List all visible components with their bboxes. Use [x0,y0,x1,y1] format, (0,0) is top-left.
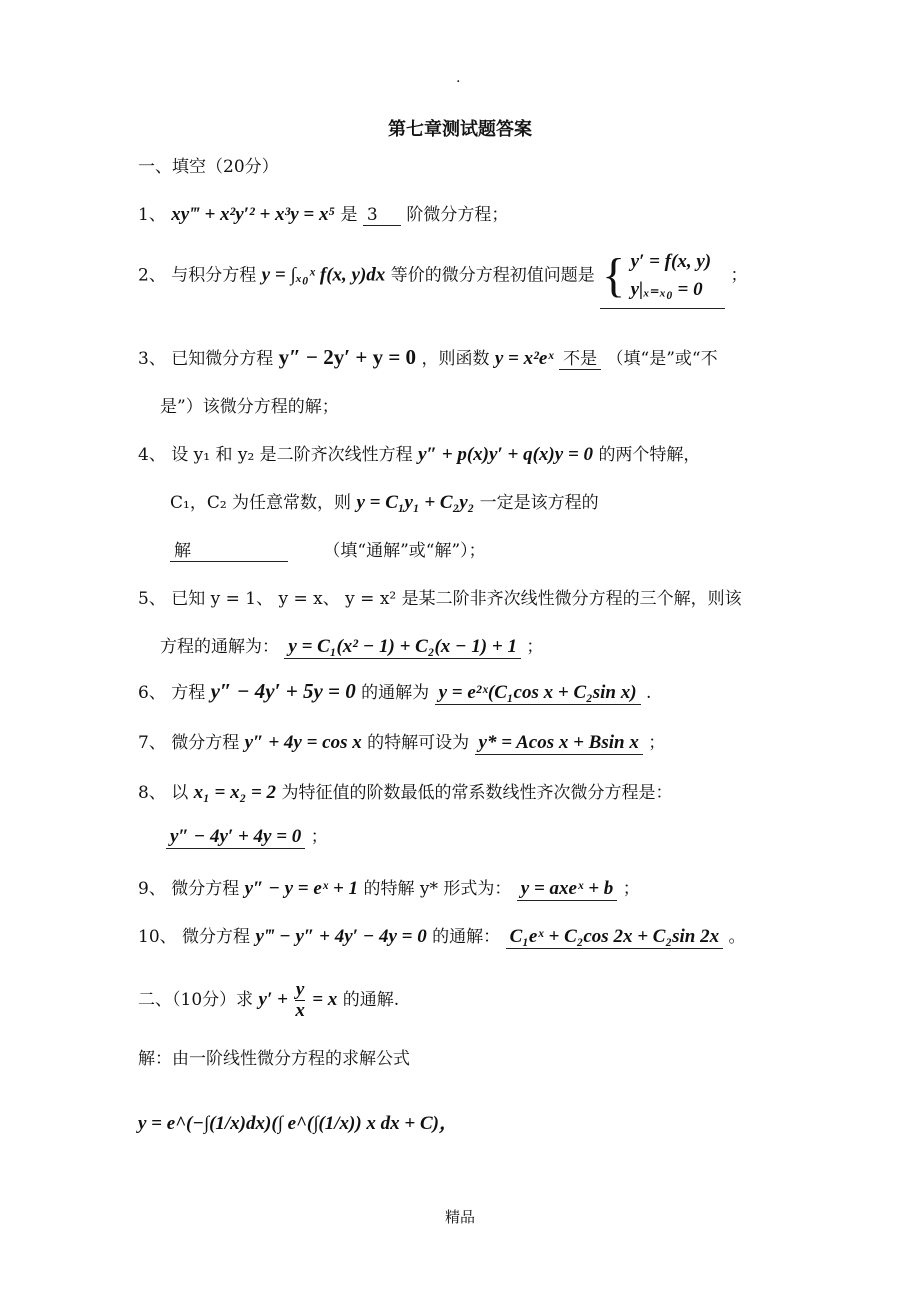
question-text: 的特解可设为 [367,733,470,753]
question-3-continued: 是”）该微分方程的解； [160,397,339,417]
header-dot: . [456,70,461,86]
question-number: 4、 [138,445,166,465]
question-text: 微分方程 [182,927,251,947]
function: y = x²eˣ [494,348,554,369]
question-6 [138,678,651,705]
question-text: C₁，C₂ 为任意常数，则 [170,493,352,513]
answer [600,248,725,309]
answer: y = C₁(x² − 1) + C₂(x − 1) + 1 [284,636,521,659]
section-1-heading: 一、填空（20分） [138,157,279,177]
system-line-2: y|ₓ₌ₓ₀ = 0 [630,279,703,300]
question-text: 是 [340,205,358,225]
question-number: 7、 [138,733,166,753]
question-7 [138,728,665,755]
question-text: 微分方程 [171,879,240,899]
question-text: （填“是”或“不 [606,349,718,369]
question-text: ，则函数 [421,349,490,369]
question-8-line-2 [166,822,328,849]
question-text: （填“通解”或“解”）； [323,541,486,561]
question-4-line-3 [170,536,486,562]
answer: C₁eˣ + C₂cos 2x + C₂sin 2x [506,926,724,949]
equation-right: = x [312,989,338,1010]
question-number: 8、 [138,783,166,803]
question-1 [138,200,508,226]
question-text: 。 [728,927,746,947]
question-number: 6、 [138,683,166,703]
question-10 [138,922,745,949]
solution-formula [138,1108,458,1135]
question-number: 3、 [138,349,166,369]
answer: y = e²ˣ(C₁cos x + C₂sin x) [435,682,641,705]
answer: 不是 [559,344,601,370]
question-text: 的两个特解， [598,445,701,465]
question-5-line-2 [160,632,543,659]
question-8 [138,778,672,804]
fraction [295,980,305,1021]
question-text: 已知 y = 1、 y = x、 y = x² 是某二阶非齐次线性微分方程的三个解，则该 [171,589,742,609]
equation: y″ + 4y = cos x [244,732,362,753]
answer: y* = Acos x + Bsin x [475,732,643,755]
equation: y‴ − y″ + 4y′ − 4y = 0 [255,926,427,947]
fraction-numerator: y [295,979,305,1000]
equation: y″ − y = eˣ + 1 [244,878,359,899]
question-2 [138,248,748,309]
initial-value-system [631,248,712,304]
question-5 [138,584,742,609]
question-text: ； [310,827,328,847]
equation: y″ − 4y′ + 5y = 0 [210,679,356,703]
left-brace-icon: { [602,249,626,302]
equation: xy‴ + x²y′² + x³y = x⁵ [171,204,336,225]
question-9 [138,874,640,901]
question-text: 的特解 y* 形式为： [363,879,512,899]
section-2-label: 二、（10分）求 [138,990,254,1010]
question-text: 微分方程 [171,733,240,753]
page-title: 第七章测试题答案 [388,119,532,140]
section-2-text: 的通解. [342,990,400,1010]
question-text: 一定是该方程的 [479,493,599,513]
question-text: . [645,683,652,703]
system-line-1: y′ = f(x, y) [630,251,712,272]
footer-text: 精品 [444,1208,475,1226]
question-text: 为特征值的阶数最低的常系数线性齐次微分方程是： [281,783,673,803]
question-text: 的通解： [432,927,501,947]
question-4-line-2 [170,488,599,514]
question-number: 1、 [138,205,166,225]
question-4 [138,440,700,466]
question-text: ； [730,265,748,286]
answer: 3 [363,205,401,226]
question-text: ； [622,879,640,899]
answer: 解 [170,536,288,562]
question-text: 阶微分方程； [406,205,509,225]
question-number: 9、 [138,879,166,899]
question-text: ； [526,637,544,657]
question-text: 已知微分方程 [171,349,274,369]
question-text: 与积分方程 [171,265,257,286]
equation-left: y′ + [258,989,288,1010]
fraction-denominator: x [295,1000,305,1021]
solution-intro: 解：由一阶线性微分方程的求解公式 [138,1049,410,1069]
integral-equation: y = ∫ₓ₀ˣ f(x, y)dx [261,264,386,286]
question-text: 的通解为 [361,683,430,703]
equation: y = C₁y₁ + C₂y₂ [356,492,475,513]
answer: y = axeˣ + b [517,878,617,901]
question-text: 以 [171,783,189,803]
formula: y = e^(−∫(1/x)dx)(∫ e^(∫(1/x)) x dx + C)， [138,1113,458,1134]
answer: y″ − 4y′ + 4y = 0 [166,826,305,849]
question-text: ； [648,733,666,753]
section-2-heading [138,980,399,1021]
question-text: 设 y₁ 和 y₂ 是二阶齐次线性方程 [171,445,413,465]
question-3 [138,344,718,370]
equation: x₁ = x₂ = 2 [193,782,277,803]
question-number: 10、 [138,927,177,947]
question-number: 5、 [138,589,166,609]
equation: y″ − 2y′ + y = 0 [278,345,417,369]
question-text: 等价的微分方程初值问题是 [390,265,595,286]
equation: y″ + p(x)y′ + q(x)y = 0 [418,444,594,465]
question-text: 方程 [171,683,206,703]
question-number: 2、 [138,265,166,286]
question-text: 方程的通解为： [160,637,279,657]
